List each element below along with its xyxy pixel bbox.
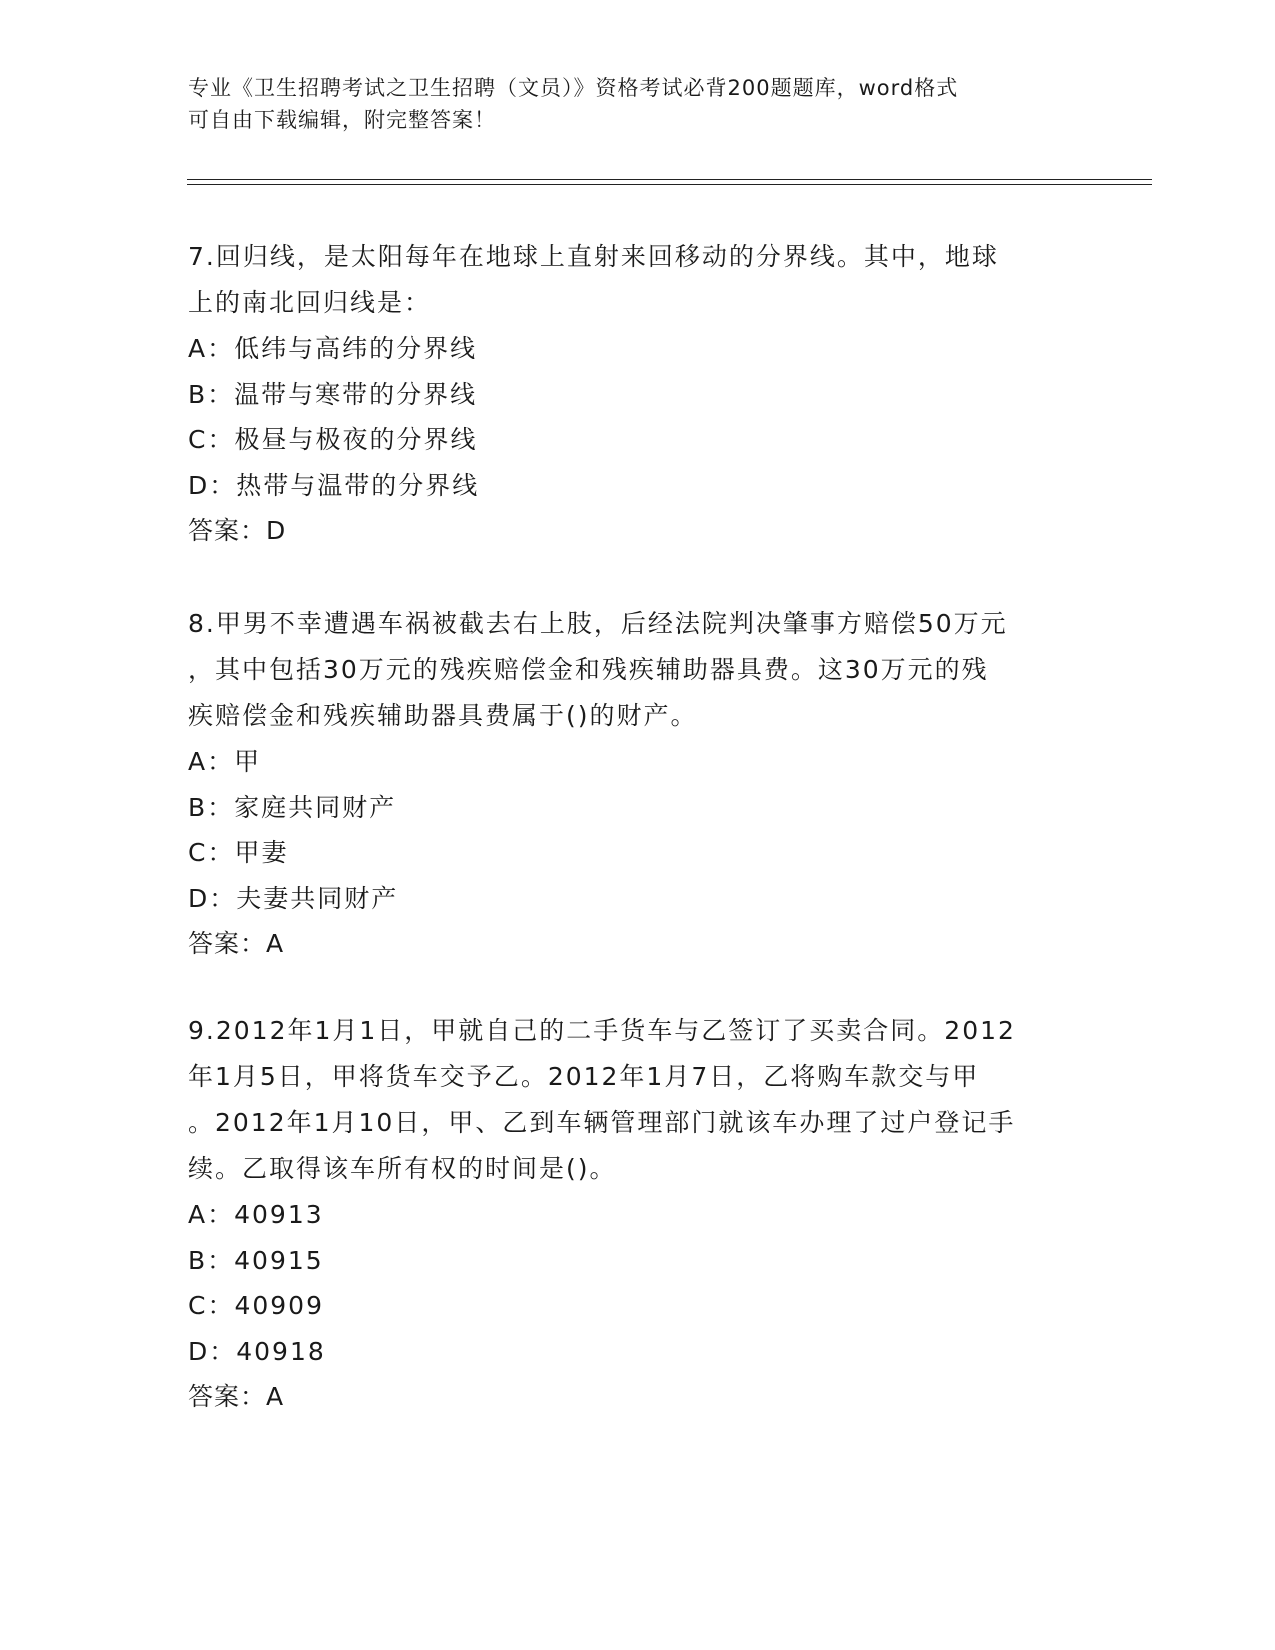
option-a: A：甲 [188, 747, 262, 776]
question-stem-line: 9.2012年1月1日，甲就自己的二手货车与乙签订了买卖合同。2012 [188, 1016, 1016, 1045]
question-stem-line: 疾赔偿金和残疾辅助器具费属于()的财产。 [188, 701, 698, 730]
option-b: B：家庭共同财产 [188, 792, 397, 822]
question-stem-line: 年1月5日，甲将货车交予乙。2012年1月7日，乙将购车款交与甲 [188, 1062, 980, 1091]
question-stem-line: ，其中包括30万元的残疾赔偿金和残疾辅助器具费。这30万元的残 [188, 655, 989, 684]
question-7 [188, 234, 1088, 554]
answer: 答案：A [188, 929, 285, 958]
option-c: C：40909 [188, 1291, 324, 1320]
question-stem-line: 续。乙取得该车所有权的时间是()。 [188, 1154, 617, 1183]
option-a: A：40913 [188, 1200, 324, 1229]
answer: 答案：D [188, 516, 287, 545]
option-b: B：温带与寒带的分界线 [188, 379, 478, 409]
header-line: 专业《卫生招聘考试之卫生招聘（文员）》资格考试必背200题题库，word格式 [188, 76, 959, 100]
question-8 [188, 601, 1088, 967]
document-header [188, 72, 1068, 136]
question-stem-line: 。2012年1月10日，甲、乙到车辆管理部门就该车办理了过户登记手 [188, 1108, 1016, 1137]
header-divider-top [187, 179, 1152, 180]
option-c: C：极昼与极夜的分界线 [188, 425, 478, 454]
option-d: D：40918 [188, 1336, 326, 1366]
option-c: C：甲妻 [188, 838, 289, 867]
question-stem-line: 7.回归线，是太阳每年在地球上直射来回移动的分界线。其中，地球 [188, 242, 999, 271]
question-stem-line: 上的南北回归线是： [188, 288, 432, 317]
answer: 答案：A [188, 1382, 285, 1411]
header-line: 可自由下载编辑，附完整答案！ [188, 108, 496, 132]
option-d: D：夫妻共同财产 [188, 883, 399, 913]
option-b: B：40915 [188, 1245, 324, 1275]
header-divider-bottom [187, 184, 1152, 185]
option-d: D：热带与温带的分界线 [188, 470, 480, 500]
question-stem-line: 8.甲男不幸遭遇车祸被截去右上肢，后经法院判决肇事方赔偿50万元 [188, 609, 1008, 638]
question-9 [188, 1008, 1088, 1420]
option-a: A：低纬与高纬的分界线 [188, 334, 478, 363]
